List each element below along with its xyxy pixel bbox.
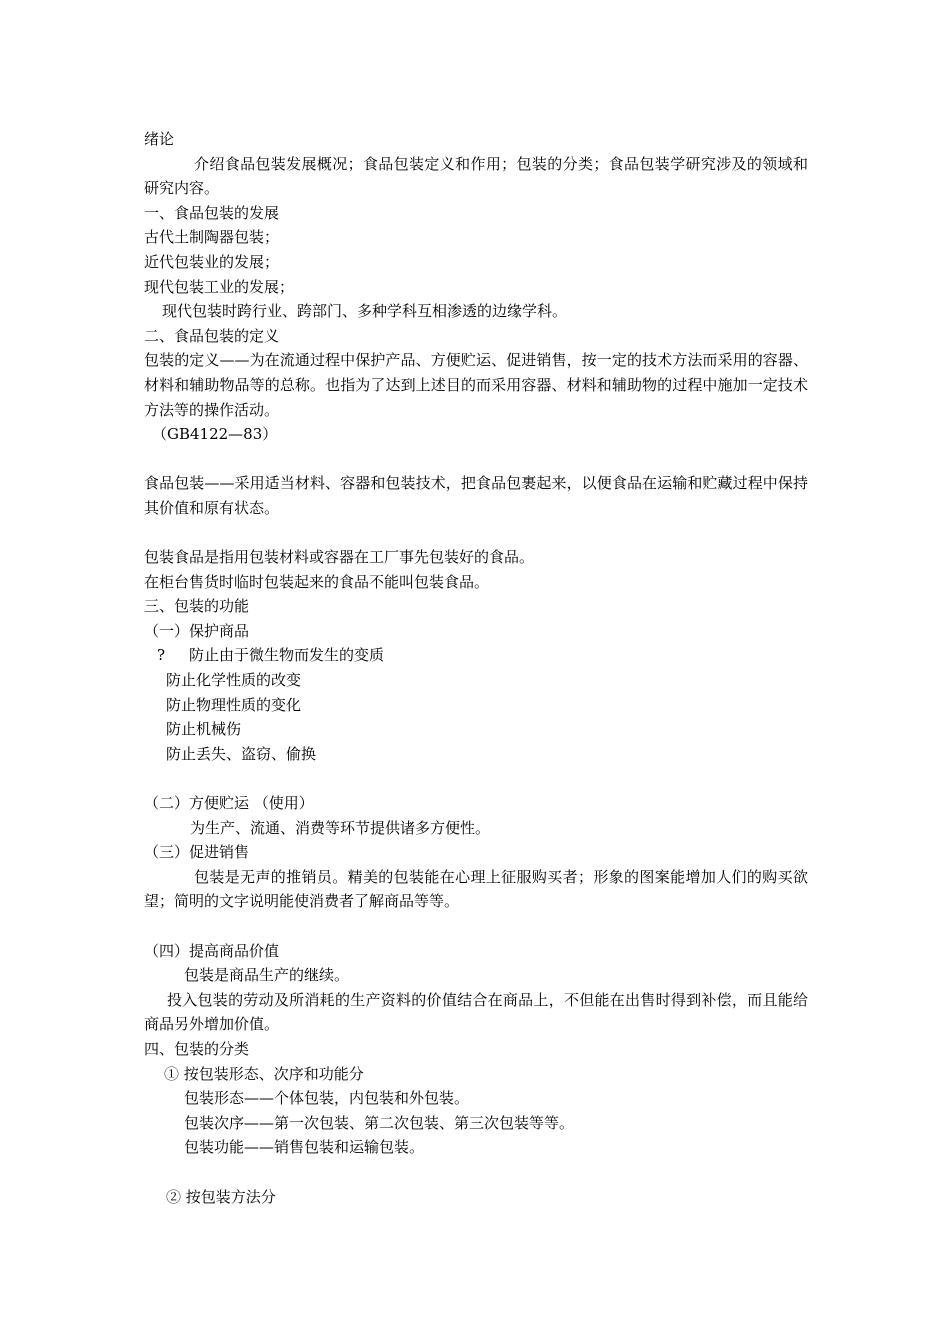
document-title: 绪论 <box>144 130 175 148</box>
protect-item-chemical: 防止化学性质的改变 <box>166 671 302 690</box>
section-heading-definition: 二、食品包装的定义 <box>144 326 280 345</box>
convenience-text: 为生产、流通、消费等环节提供诸多方便性。 <box>190 818 491 837</box>
section-heading-classification: 四、包装的分类 <box>144 1039 250 1058</box>
document-body <box>144 127 808 1209</box>
function-heading-protect: （一）保护商品 <box>144 621 250 640</box>
section-heading-functions: 三、包装的功能 <box>144 597 250 616</box>
protect-item-microbe <box>144 643 808 668</box>
blank-line <box>144 1160 808 1185</box>
standard-reference: （GB4122—83） <box>152 425 278 444</box>
development-note: 现代包装时跨行业、跨部门、多种学科互相渗透的边缘学科。 <box>162 302 568 321</box>
packaging-definition-paragraph: 包装的定义——为在流通过程中保护产品、方便贮运、促进销售，按一定的技术方法而采用的容器、材料和辅助物品等的总称。也指为了达到上述目的而采用容器、材料和辅助物的过程中施加一定技术方法等的操作活动。 <box>144 351 808 419</box>
intro-paragraph: 介绍食品包装发展概况；食品包装定义和作用；包装的分类；食品包装学研究涉及的领域和研究内容。 <box>144 154 808 198</box>
packaged-food-definition: 包装食品是指用包装材料或容器在工厂事先包装好的食品。 <box>144 548 535 567</box>
protect-item-theft: 防止丢失、盗窃、偷换 <box>166 744 317 763</box>
promote-text: 包装是无声的推销员。精美的包装能在心理上征服购买者；形象的图案能增加人们的购买欲望；简明的文字说明能使消费者了解商品等等。 <box>144 867 808 911</box>
section-heading-development: 一、食品包装的发展 <box>144 203 280 222</box>
protect-item-text: 防止由于微生物而发生的变质 <box>189 646 385 665</box>
function-heading-convenience: （二）方便贮运 （使用） <box>144 794 314 813</box>
value-text-labor: 投入包装的劳动及所消耗的生产资料的价值结合在商品上，不但能在出售时得到补偿，而且能给商品另外增加价值。 <box>144 990 808 1034</box>
classification-item-form: 包装形态——个体包装，内包装和外包装。 <box>184 1089 470 1108</box>
blank-line <box>144 914 808 939</box>
classification-heading-method: ② 按包装方法分 <box>166 1187 276 1206</box>
development-item-ancient: 古代土制陶器包装； <box>144 228 280 247</box>
classification-heading-form: ① 按包装形态、次序和功能分 <box>164 1064 364 1083</box>
development-item-modern: 近代包装业的发展； <box>144 252 280 271</box>
classification-item-function: 包装功能——销售包装和运输包装。 <box>184 1138 425 1157</box>
blank-line <box>144 766 808 791</box>
blank-line <box>144 447 808 472</box>
protect-item-physical: 防止物理性质的变化 <box>166 695 302 714</box>
counter-food-note: 在柜台售货时临时包装起来的食品不能叫包装食品。 <box>144 572 490 591</box>
function-heading-value: （四）提高商品价值 <box>144 941 280 960</box>
value-text-continuation: 包装是商品生产的继续。 <box>184 966 350 985</box>
function-heading-promote: （三）促进销售 <box>144 843 250 862</box>
food-packaging-definition: 食品包装——采用适当材料、容器和包装技术，把食品包裹起来，以便食品在运输和贮藏过程中保持其价值和原有状态。 <box>144 474 808 517</box>
protect-item-mechanical: 防止机械伤 <box>166 720 242 739</box>
bullet-symbol: ? <box>157 646 166 665</box>
development-item-contemporary: 现代包装工业的发展； <box>144 277 295 296</box>
blank-line <box>144 521 808 546</box>
classification-item-order: 包装次序——第一次包装、第二次包装、第三次包装等等。 <box>184 1113 575 1132</box>
